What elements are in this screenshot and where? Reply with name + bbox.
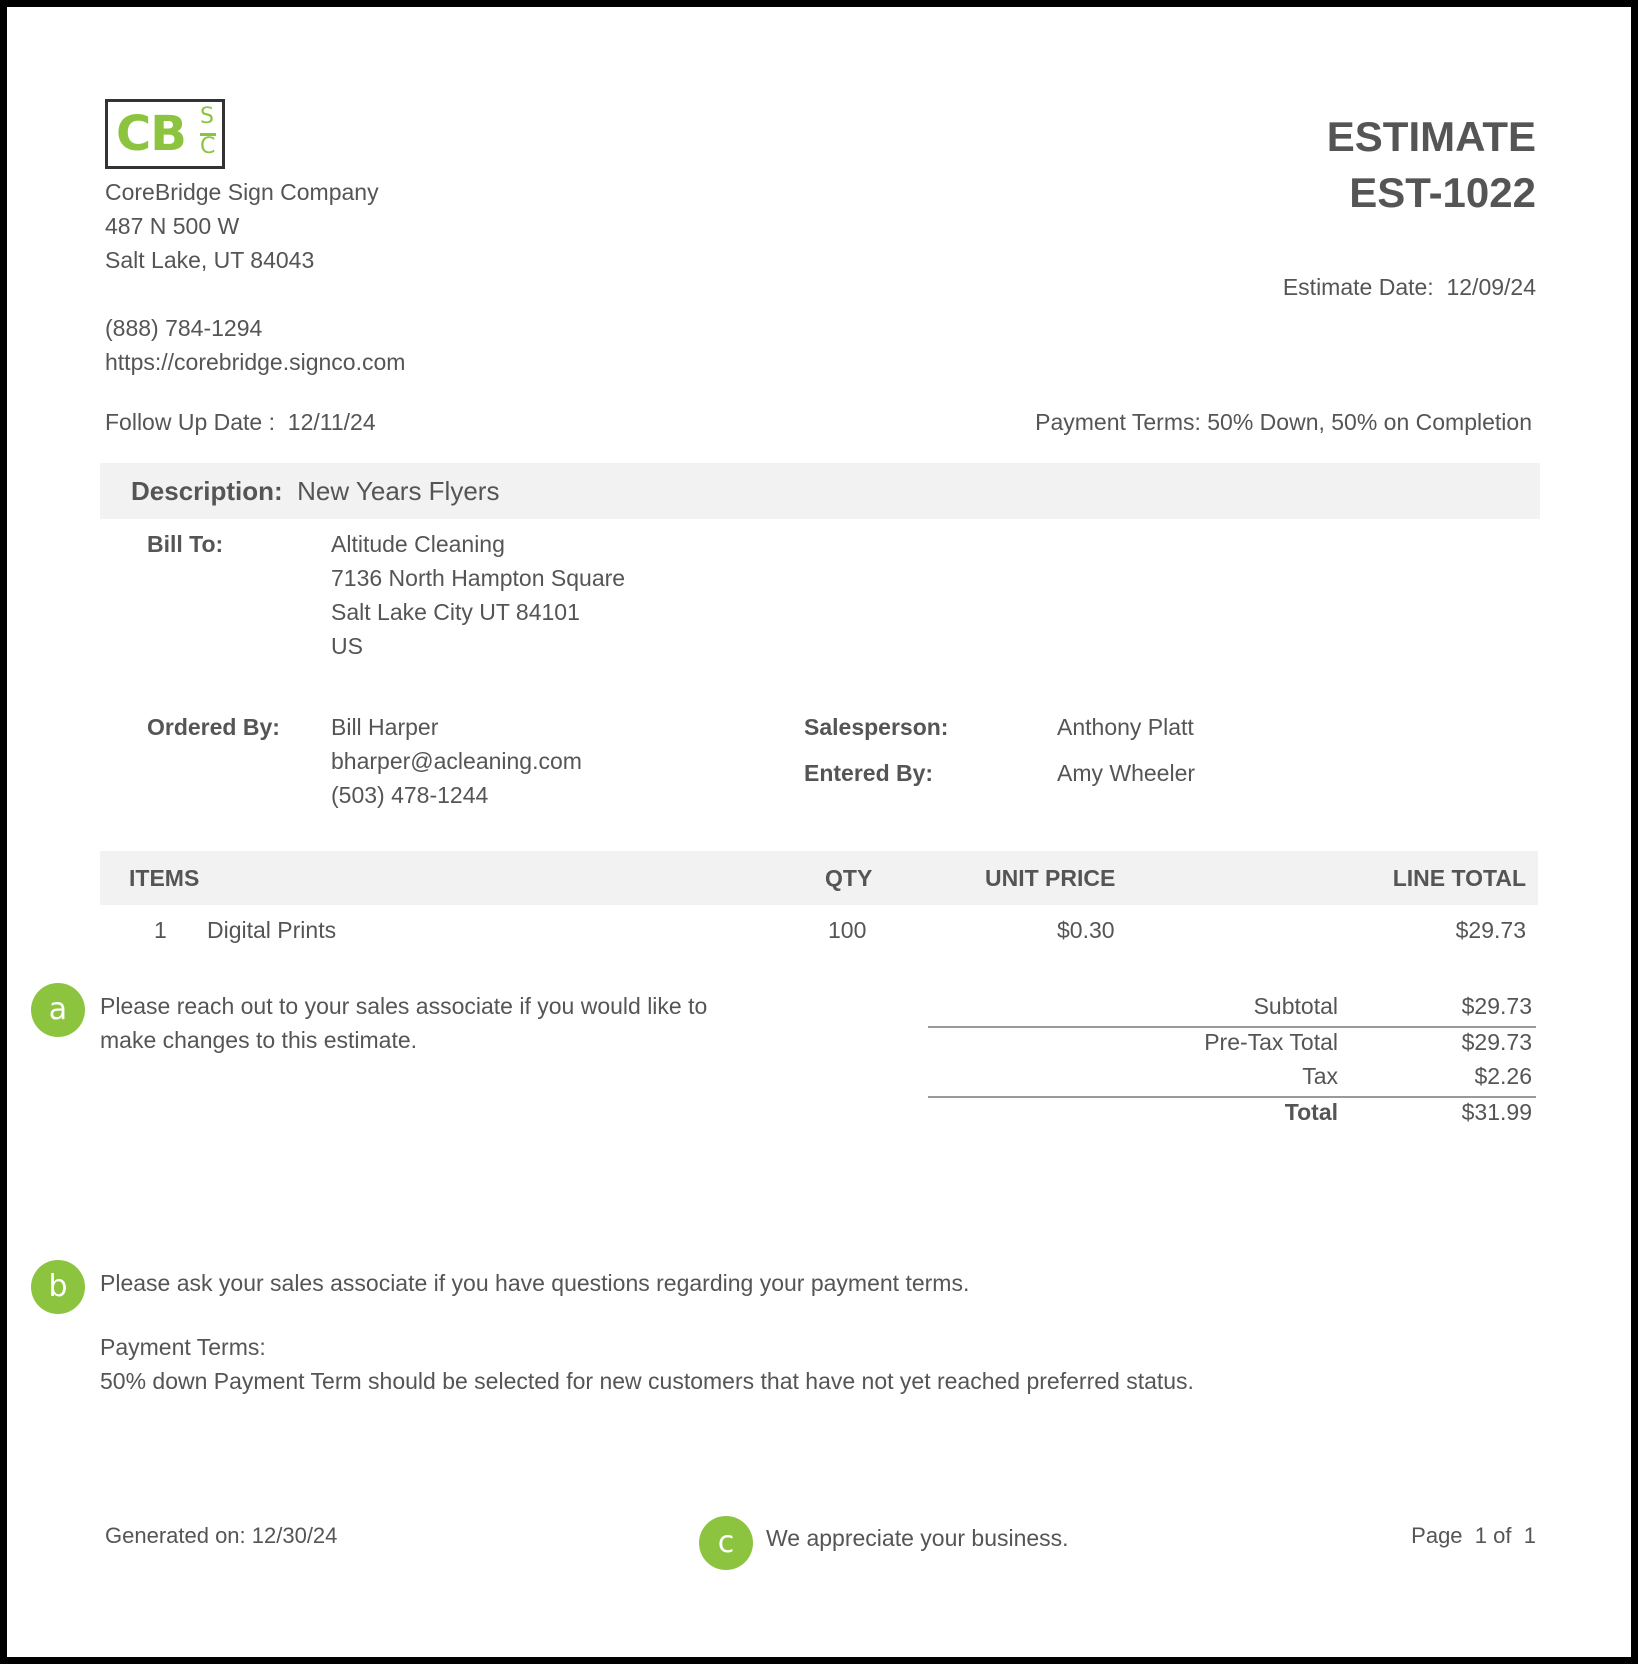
logo-s: S	[200, 104, 214, 129]
note-a-marker: a	[31, 983, 85, 1037]
description	[131, 474, 499, 508]
company-name: CoreBridge Sign Company	[105, 179, 379, 205]
note-b-text: Please ask your sales associate if you have questions regarding your payment terms.	[100, 1270, 970, 1296]
salesperson-label: Salesperson:	[804, 714, 949, 740]
company-website[interactable]: https://corebridge.signco.com	[105, 349, 406, 375]
item-line-total: $29.73	[1455, 917, 1526, 943]
document-number: EST-1022	[1349, 169, 1536, 216]
logo-text: CB	[116, 106, 186, 162]
note-b-terms-text: 50% down Payment Term should be selected for new customers that have not yet reached preferred status.	[100, 1368, 1194, 1394]
company-logo	[105, 99, 225, 169]
bill-to-line-1: Altitude Cleaning	[331, 531, 505, 557]
follow-up-date	[105, 405, 376, 439]
item-name: Digital Prints	[207, 917, 337, 943]
estimate-date-label: Estimate Date:	[1282, 274, 1434, 300]
estimate-date	[1283, 270, 1536, 304]
item-qty: 100	[828, 917, 867, 943]
logo-c: C	[200, 134, 216, 159]
page-num: 1	[1474, 1523, 1488, 1548]
bill-to-line-4: US	[331, 633, 363, 659]
note-a-line-1: Please reach out to your sales associate if you would like to	[100, 993, 708, 1019]
follow-up-value: 12/11/24	[287, 409, 376, 435]
company-phone: (888) 784-1294	[105, 315, 263, 341]
tax-label: Tax	[1302, 1063, 1338, 1089]
subtotal-value: $29.73	[1461, 993, 1532, 1019]
note-a-line-2: make changes to this estimate.	[100, 1027, 418, 1053]
document-title	[1327, 109, 1536, 221]
line-total-header: LINE TOTAL	[1392, 865, 1526, 891]
estimate-page	[7, 7, 1631, 1657]
bill-to-line-3: Salt Lake City UT 84101	[331, 599, 580, 625]
note-b-terms-label: Payment Terms:	[100, 1334, 266, 1360]
page-number	[1411, 1519, 1536, 1553]
payment-terms-header: Payment Terms: 50% Down, 50% on Completion	[1035, 409, 1532, 435]
page-of: of	[1493, 1523, 1512, 1548]
bill-to-label: Bill To:	[147, 531, 224, 557]
total-value: $31.99	[1461, 1099, 1532, 1125]
footer-message: We appreciate your business.	[766, 1525, 1069, 1551]
page-total: 1	[1523, 1523, 1536, 1548]
entered-by-value: Amy Wheeler	[1057, 760, 1196, 786]
company-address2: Salt Lake, UT 84043	[105, 247, 315, 273]
note-b-marker: b	[31, 1260, 85, 1314]
entered-by-label: Entered By:	[804, 760, 934, 786]
bill-to-line-2: 7136 North Hampton Square	[331, 565, 626, 591]
description-value: New Years Flyers	[297, 476, 500, 506]
page-label: Page	[1411, 1523, 1463, 1548]
description-label: Description:	[131, 476, 283, 506]
items-header-band	[100, 851, 1538, 905]
follow-up-label: Follow Up Date :	[105, 409, 276, 435]
totals-separator-2	[928, 1096, 1536, 1098]
subtotal-label: Subtotal	[1253, 993, 1338, 1019]
pretax-label: Pre-Tax Total	[1204, 1029, 1338, 1055]
ordered-by-line-1: Bill Harper	[331, 714, 439, 740]
ordered-by-line-3: (503) 478-1244	[331, 782, 489, 808]
items-header: ITEMS	[129, 865, 200, 891]
estimate-date-value: 12/09/24	[1446, 274, 1536, 300]
company-address1: 487 N 500 W	[105, 213, 240, 239]
qty-header: QTY	[825, 865, 873, 891]
note-c-marker: c	[699, 1516, 753, 1570]
document-type: ESTIMATE	[1326, 113, 1536, 160]
item-num: 1	[154, 917, 167, 943]
item-unit-price: $0.30	[1057, 917, 1115, 943]
generated-on: Generated on: 12/30/24	[105, 1523, 338, 1548]
salesperson-value: Anthony Platt	[1057, 714, 1194, 740]
unit-price-header: UNIT PRICE	[985, 865, 1116, 891]
ordered-by-label: Ordered By:	[147, 714, 280, 740]
ordered-by-line-2: bharper@acleaning.com	[331, 748, 582, 774]
total-label: Total	[1284, 1099, 1338, 1125]
tax-value: $2.26	[1474, 1063, 1532, 1089]
pretax-value: $29.73	[1461, 1029, 1532, 1055]
